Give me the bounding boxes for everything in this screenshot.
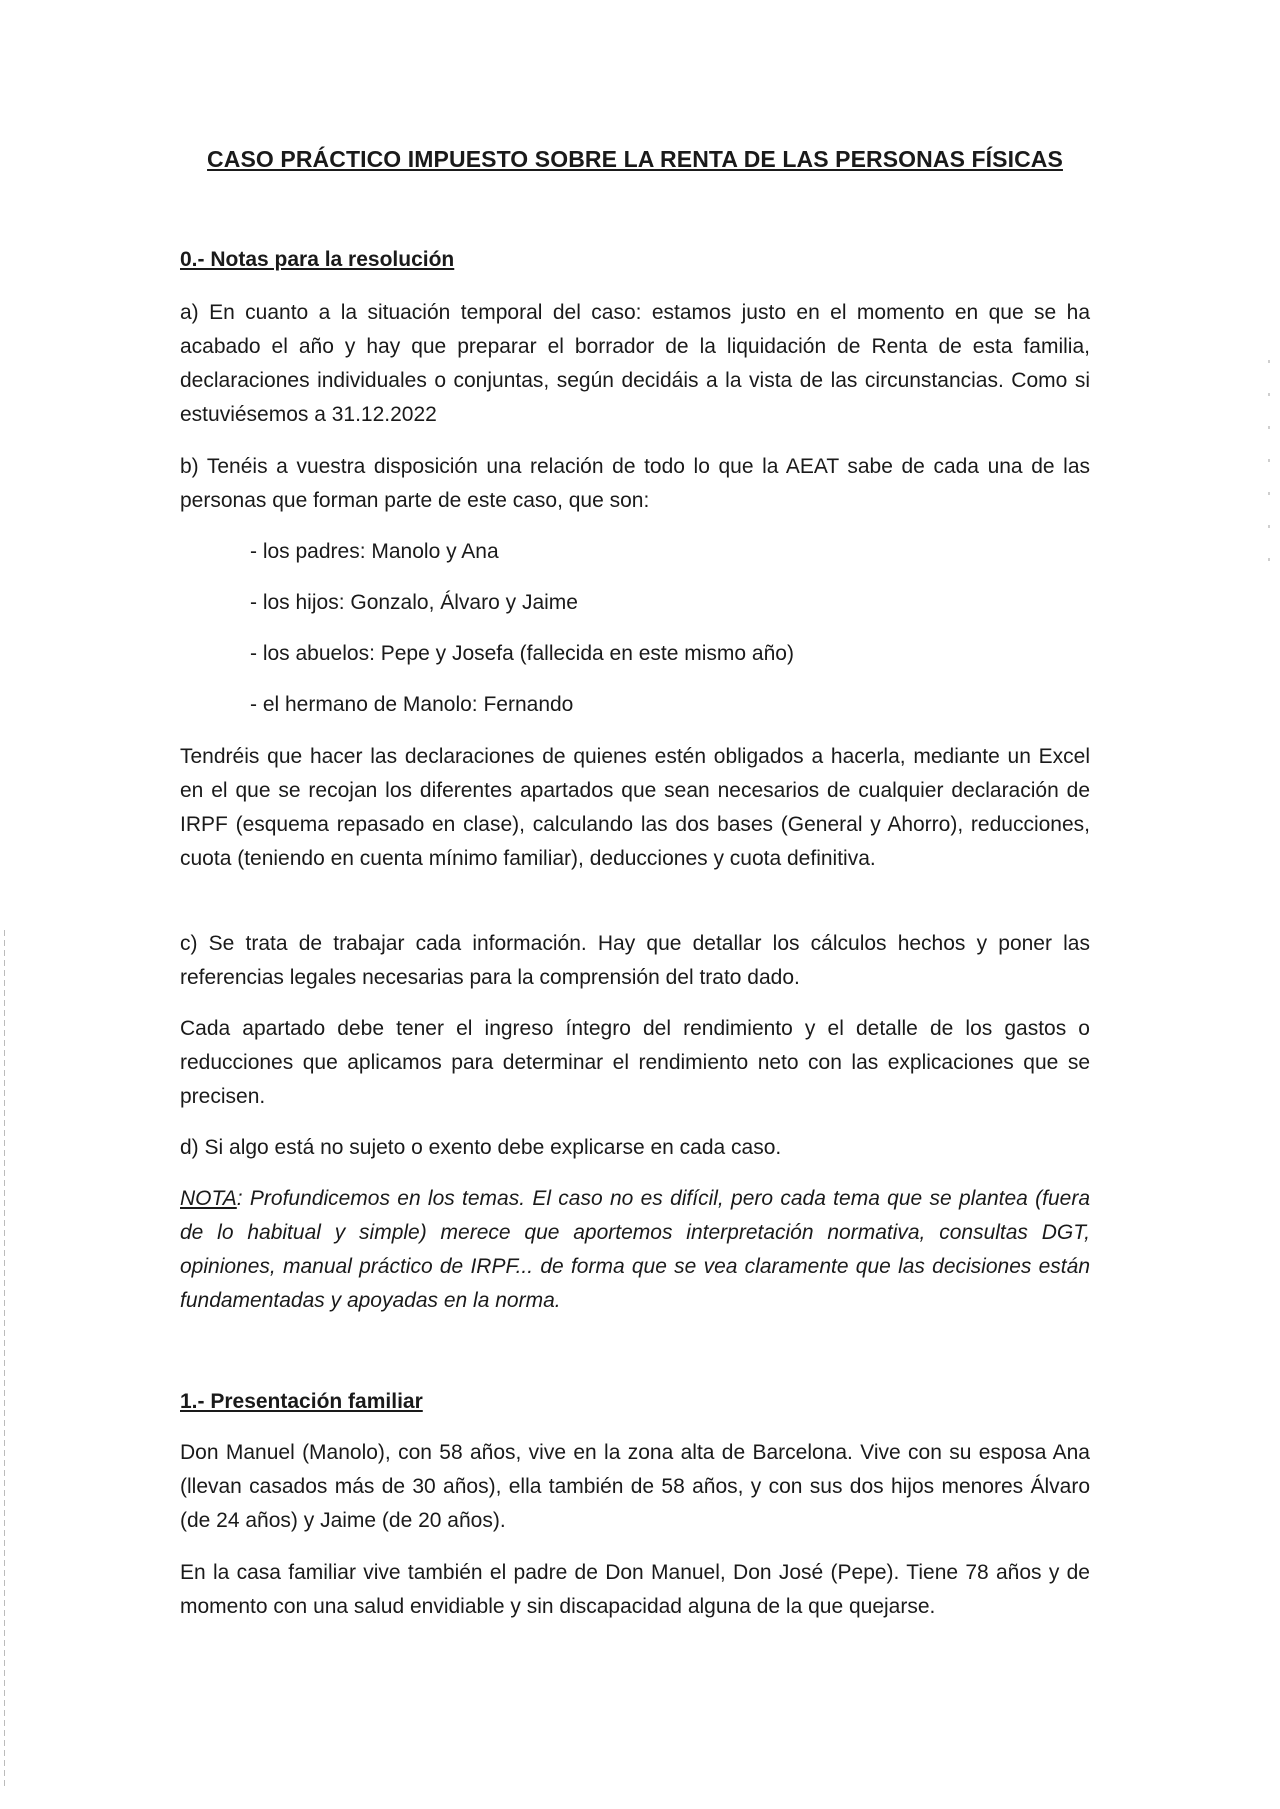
section-0-heading: 0.- Notas para la resolución: [180, 248, 455, 271]
paragraph-b: b) Tenéis a vuestra disposición una relación de todo lo que la AEAT sabe de cada una de las personas que forman parte de este caso, que son:: [180, 455, 1090, 512]
paragraph-c: c) Se trata de trabajar cada información. Hay que detallar los cálculos hechos y poner las referencias legales necesarias para la comprensión del trato dado.: [180, 932, 1090, 989]
list-item-hijos: - los hijos: Gonzalo, Álvaro y Jaime: [250, 591, 578, 614]
paragraph-presentacion-2: En la casa familiar vive también el padre de Don Manuel, Don José (Pepe). Tiene 78 años y de momento con una salud envidiable y sin discapacidad alguna de la que quejarse.: [180, 1561, 1090, 1618]
scan-margin-line: [4, 930, 5, 1790]
note-text: : Profundicemos en los temas. El caso no es difícil, pero cada tema que se plantea (fuera de lo habitual y simple) merece que aportemos interpretación normativa, consultas DGT, opiniones, manual práctico de IRPF... de forma que se vea claramente que las decisiones están fundamentadas y apoyadas en la norma.: [180, 1187, 1090, 1312]
paragraph-presentacion-1: Don Manuel (Manolo), con 58 años, vive en la zona alta de Barcelona. Vive con su esposa Ana (llevan casados más de 30 años), ella también de 58 años, y con sus dos hijos menores Álvaro (de 24 años) y Jaime (de 20 años).: [180, 1441, 1090, 1532]
paragraph-tendreis: Tendréis que hacer las declaraciones de quienes estén obligados a hacerla, mediante un Excel en el que se recojan los diferentes apartados que sean necesarios de cualquier declaración de IRPF (esquema repasado en clase), calculando las dos bases (General y Ahorro), reducciones, cuota (teniendo en cuenta mínimo familiar), deducciones y cuota definitiva.: [180, 745, 1090, 870]
note-paragraph: [180, 1182, 1090, 1318]
scan-specks: [1268, 330, 1270, 570]
paragraph-a: a) En cuanto a la situación temporal del caso: estamos justo en el momento en que se ha acabado el año y hay que preparar el borrador de la liquidación de Renta de esta familia, declaraciones individuales o conjuntas, según decidáis a la vista de las circunstancias. Como si estuviésemos a 31.12.2022: [180, 301, 1090, 426]
note-label: NOTA: [180, 1187, 237, 1210]
section-1-heading: 1.- Presentación familiar: [180, 1390, 423, 1413]
list-item-padres: - los padres: Manolo y Ana: [250, 540, 499, 563]
paragraph-d: d) Si algo está no sujeto o exento debe explicarse en cada caso.: [180, 1136, 782, 1159]
list-item-hermano: - el hermano de Manolo: Fernando: [250, 693, 574, 716]
list-item-abuelos: - los abuelos: Pepe y Josefa (fallecida en este mismo año): [250, 642, 794, 665]
paragraph-cada: Cada apartado debe tener el ingreso íntegro del rendimiento y el detalle de los gastos o reducciones que aplicamos para determinar el rendimiento neto con las explicaciones que se precisen.: [180, 1017, 1090, 1108]
document-title: CASO PRÁCTICO IMPUESTO SOBRE LA RENTA DE LAS PERSONAS FÍSICAS: [207, 146, 1063, 172]
